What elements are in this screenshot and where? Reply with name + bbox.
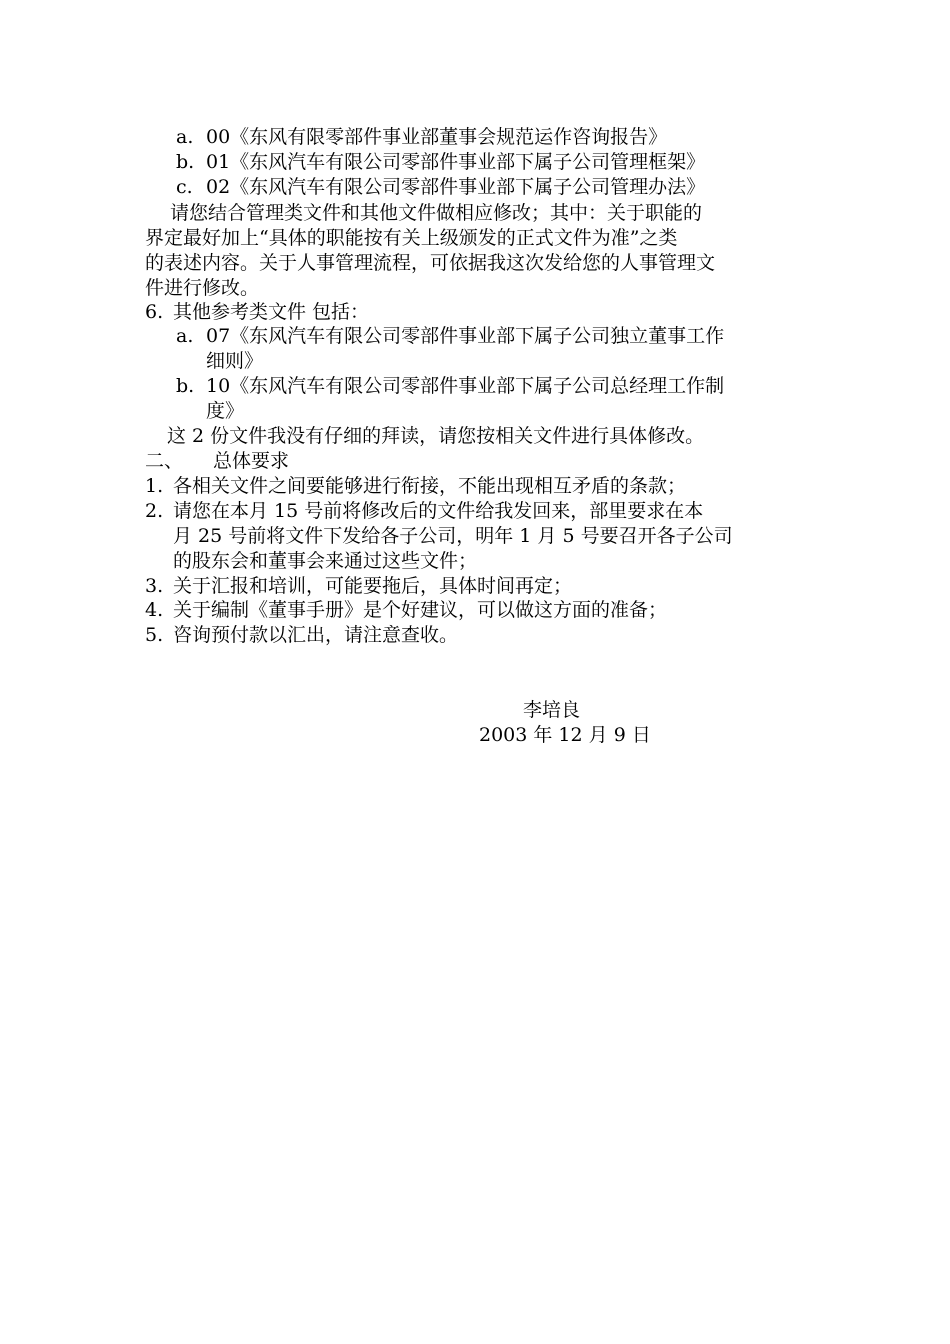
list-item-text: 其他参考类文件 包括： <box>173 301 370 323</box>
list-item-text: 关于汇报和培训，可能要拖后，具体时间再定； <box>173 575 573 597</box>
list-marker: a. <box>176 325 194 347</box>
list-item-text: 01《东风汽车有限公司零部件事业部下属子公司管理框架》 <box>206 151 706 173</box>
list-marker: 1. <box>145 475 164 497</box>
list-item-continuation: 细则》 <box>206 350 264 372</box>
list-item <box>176 175 705 200</box>
section-heading <box>145 449 289 474</box>
list-item-text: 咨询预付款以汇出，请注意查收。 <box>173 624 459 646</box>
list-item-text: 各相关文件之间要能够进行衔接，不能出现相互矛盾的条款； <box>173 475 687 497</box>
list-item <box>176 324 724 349</box>
list-item <box>176 125 667 150</box>
list-item <box>176 150 705 175</box>
paragraph-line: 这 2 份文件我没有仔细的拜读，请您按相关文件进行具体修改。 <box>167 425 705 447</box>
list-item-continuation: 的股东会和董事会来通过这些文件； <box>173 550 478 572</box>
list-item <box>176 374 724 399</box>
list-marker: 4. <box>145 599 164 621</box>
list-item-text: 02《东风汽车有限公司零部件事业部下属子公司管理办法》 <box>206 176 706 198</box>
paragraph-line: 的表述内容。关于人事管理流程，可依据我这次发给您的人事管理文 <box>145 252 716 274</box>
signature-name: 李培良 <box>523 699 581 721</box>
list-item-text: 请您在本月 15 号前将修改后的文件给我发回来，部里要求在本 <box>173 500 704 522</box>
section-title: 总体要求 <box>213 450 290 472</box>
list-item <box>145 598 667 623</box>
list-marker: a. <box>176 126 194 148</box>
list-item-text: 07《东风汽车有限公司零部件事业部下属子公司独立董事工作 <box>206 325 725 347</box>
signature-date: 2003 年 12 月 9 日 <box>479 724 651 746</box>
list-item-continuation: 度》 <box>206 400 245 422</box>
list-item-text: 关于编制《董事手册》是个好建议，可以做这方面的准备； <box>173 599 668 621</box>
list-marker: 2. <box>145 500 164 522</box>
list-marker: b. <box>176 375 195 397</box>
list-item-text: 00《东风有限零部件事业部董事会规范运作咨询报告》 <box>206 126 668 148</box>
list-item-continuation: 月 25 号前将文件下发给各子公司，明年 1 月 5 号要召开各子公司 <box>173 525 733 547</box>
paragraph-line: 界定最好加上“具体的职能按有关上级颁发的正式文件为准”之类 <box>145 227 678 249</box>
list-marker: c. <box>176 176 193 198</box>
list-item <box>145 574 572 599</box>
list-item-text: 10《东风汽车有限公司零部件事业部下属子公司总经理工作制 <box>206 375 725 397</box>
list-item <box>145 474 686 499</box>
list-marker: b. <box>176 151 195 173</box>
list-marker: 5. <box>145 624 164 646</box>
paragraph-line: 件进行修改。 <box>145 277 260 299</box>
list-marker: 6. <box>145 301 164 323</box>
list-item <box>145 499 703 524</box>
paragraph-line: 请您结合管理类文件和其他文件做相应修改；其中：关于职能的 <box>170 202 703 224</box>
list-marker: 3. <box>145 575 164 597</box>
list-item <box>145 300 369 325</box>
list-item <box>145 623 458 648</box>
section-marker: 二、 <box>145 450 184 472</box>
